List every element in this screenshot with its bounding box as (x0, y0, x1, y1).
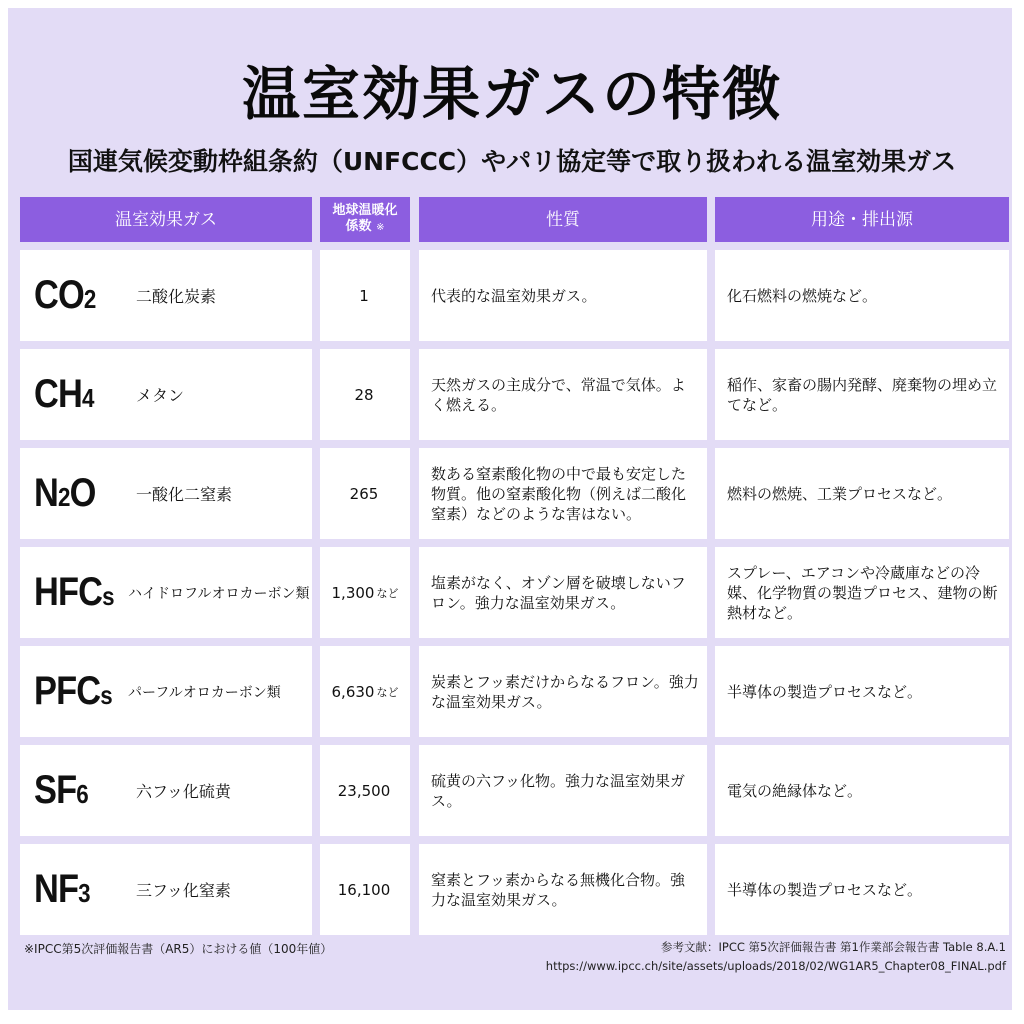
use-text: 燃料の燃焼、工業プロセスなど。 (727, 484, 953, 503)
gwp-value: 28 (354, 385, 374, 404)
property-cell (419, 349, 707, 440)
use-text: 化石燃料の燃焼など。 (727, 286, 878, 305)
gas-name: パーフルオロカーボン類 (128, 684, 281, 701)
gwp-cell (320, 349, 410, 440)
gwp-cell (320, 547, 410, 638)
gwp-value: 16,100 (337, 880, 391, 899)
reference-url: https://www.ipcc.ch/site/assets/uploads/2018/02/WG1AR5_Chapter08_FINAL.pdf (545, 959, 1006, 973)
header-use-label: 用途・排出源 (811, 209, 913, 230)
property-cell (419, 448, 707, 539)
use-cell (715, 745, 1009, 836)
gwp-value: 1,300 (331, 583, 375, 602)
gas-formula-sub: s (102, 581, 114, 611)
use-cell (715, 349, 1009, 440)
gas-name: 三フッ化窒素 (136, 881, 231, 900)
gas-formula (34, 273, 120, 318)
property-cell (419, 646, 707, 737)
gas-formula (34, 867, 120, 912)
page-subtitle: 国連気候変動枠組条約（UNFCCC）やパリ協定等で取り扱われる温室効果ガス (67, 147, 957, 176)
use-cell (715, 547, 1009, 638)
gwp-cell (320, 646, 410, 737)
use-cell (715, 646, 1009, 737)
header-gwp-line1: 地球温暖化 (332, 203, 398, 218)
gas-formula-sub: 3 (78, 878, 90, 908)
property-cell (419, 547, 707, 638)
gas-cell (20, 448, 312, 539)
header-gas (20, 197, 312, 242)
gas-cell (20, 349, 312, 440)
gas-formula-main: CH (34, 372, 82, 416)
gas-cell (20, 250, 312, 341)
gwp-value: 6,630 (331, 682, 375, 701)
use-text: 電気の絶縁体など。 (727, 781, 863, 800)
property-text: 窒素とフッ素からなる無機化合物。強力な温室効果ガス。 (431, 870, 685, 909)
gas-cell (20, 844, 312, 935)
gas-formula-main: SF (34, 768, 77, 812)
gas-formula-sub: 2 (57, 482, 70, 512)
gwp-cell (320, 250, 410, 341)
gas-formula (34, 471, 120, 516)
gas-formula (34, 570, 120, 615)
property-text: 数ある窒素酸化物の中で最も安定した物質。他の窒素酸化物（例えば二酸化窒素）などのような害はない。 (431, 464, 687, 523)
gas-cell (20, 547, 312, 638)
property-text: 塩素がなく、オゾン層を破壊しないフロン。強力な温室効果ガス。 (431, 573, 686, 612)
gas-formula-sub: 2 (83, 284, 96, 314)
property-cell (419, 844, 707, 935)
property-text: 代表的な温室効果ガス。 (431, 286, 597, 305)
reference (546, 938, 1006, 976)
header-gwp-line2: 係数 (345, 219, 372, 234)
use-cell (715, 250, 1009, 341)
gas-formula-tail: O (69, 471, 96, 515)
header-use (715, 197, 1009, 242)
gas-formula (34, 372, 120, 417)
property-text: 天然ガスの主成分で、常温で気体。よく燃える。 (431, 375, 686, 414)
gas-name: 二酸化炭素 (136, 287, 217, 306)
gas-formula-main: CO (34, 273, 84, 317)
use-text: 半導体の製造プロセスなど。 (727, 682, 923, 701)
header-gwp (320, 197, 410, 242)
header-gwp-note: ※ (376, 222, 385, 233)
page-title: 温室効果ガスの特徴 (241, 60, 782, 128)
gas-formula-sub: s (100, 680, 112, 710)
gwp-cell (320, 745, 410, 836)
gas-formula-main: NF (34, 867, 79, 911)
gwp-suffix: など (376, 685, 399, 699)
gas-name: 六フッ化硫黄 (136, 782, 231, 801)
gas-name: ハイドロフルオロカーボン類 (128, 585, 310, 602)
gas-name: 一酸化二窒素 (136, 485, 233, 504)
gas-formula-main: HFC (34, 570, 103, 614)
property-cell (419, 250, 707, 341)
property-cell (419, 745, 707, 836)
gwp-value: 23,500 (337, 781, 391, 800)
gas-formula-main: PFC (34, 669, 101, 713)
use-text: 稲作、家畜の腸内発酵、廃棄物の埋め立てなど。 (727, 375, 998, 414)
footnote: ※IPCC第5次評価報告書（AR5）における値（100年値） (24, 942, 333, 956)
gas-cell (20, 745, 312, 836)
gas-formula-sub: 6 (76, 779, 88, 809)
property-text: 硫黄の六フッ化物。強力な温室効果ガス。 (431, 771, 685, 810)
gwp-cell (320, 844, 410, 935)
use-cell (715, 448, 1009, 539)
header-gas-label: 温室効果ガス (115, 209, 217, 230)
header-property-label: 性質 (546, 209, 580, 230)
gwp-value: 265 (349, 484, 379, 503)
reference-citation: 参考文献：IPCC 第5次評価報告書 第1作業部会報告書 Table 8.A.1 (661, 940, 1006, 954)
property-text: 炭素とフッ素だけからなるフロン。強力な温室効果ガス。 (431, 672, 699, 711)
gas-name: メタン (136, 386, 185, 405)
gwp-cell (320, 448, 410, 539)
gwp-suffix: など (376, 586, 399, 600)
gas-cell (20, 646, 312, 737)
gas-formula-sub: 4 (81, 383, 94, 413)
use-text: スプレー、エアコンや冷蔵庫などの冷媒、化学物質の製造プロセス、建物の断熱材など。 (727, 563, 998, 622)
gas-formula-main: N (34, 471, 58, 515)
use-text: 半導体の製造プロセスなど。 (727, 880, 923, 899)
gas-formula (34, 669, 120, 714)
header-property (419, 197, 707, 242)
gwp-value: 1 (359, 286, 369, 305)
gas-formula (34, 768, 120, 813)
use-cell (715, 844, 1009, 935)
